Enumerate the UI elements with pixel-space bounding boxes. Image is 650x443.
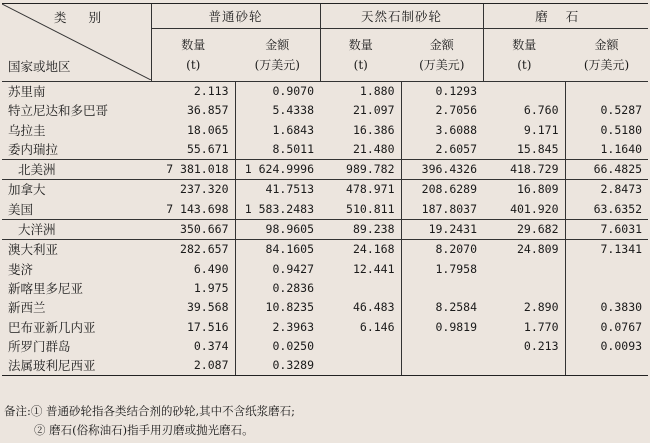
quantity-cell [483,260,565,279]
quantity-cell: 7 381.018 [151,160,235,180]
quantity-cell [483,279,565,298]
table-row [2,279,648,298]
quantity-cell: 9.171 [523,122,559,137]
quantity-cell: 350.667 [151,220,235,240]
table-row [2,140,648,160]
quantity-cell: 7 143.698 [166,201,229,216]
group-header-ordinary-wheel: 普通砂轮 [151,4,320,29]
amount-cell: 0.9427 [235,260,320,279]
quantity-cell: 17.516 [186,319,229,334]
table-row [2,240,648,260]
quantity-cell: 2.890 [523,300,559,315]
quantity-cell: 6.490 [193,261,229,276]
amount-cell: 8.2070 [401,240,483,260]
amount-cell: 41.7513 [235,180,320,200]
amount-cell: 0.0250 [235,337,320,356]
quantity-header [320,29,401,82]
quantity-cell: 36.857 [186,103,229,118]
quantity-unit: (t) [517,58,532,72]
amount-cell: 0.9070 [235,82,320,102]
amount-cell: 10.8235 [235,298,320,317]
quantity-cell: 21.097 [352,103,395,118]
quantity-cell: 2.113 [193,84,229,98]
quantity-unit: (t) [353,58,368,72]
quantity-cell: 55.671 [186,141,229,156]
quantity-cell: 21.480 [352,141,395,156]
row-name: 委内瑞拉 [8,141,59,157]
table-header [2,4,648,82]
quantity-cell: 1.770 [523,319,559,334]
amount-cell: 7.1341 [565,240,648,260]
amount-cell: 7.6031 [565,220,648,240]
row-name: 法属玻利尼西亚 [2,356,151,376]
row-name: 巴布亚新几内亚 [8,319,96,335]
amount-cell [565,82,648,102]
amount-cell: 8.5011 [235,140,320,160]
quantity-header [151,29,235,82]
row-name: 大洋洲 [2,220,151,240]
row-name: 苏里南 [8,84,46,99]
footnote-1: 备注:① 普通砂轮指各类结合剂的砂轮,其中不含纸浆磨石; [4,404,296,418]
amount-cell: 84.1605 [235,240,320,260]
amount-cell: 208.6289 [401,180,483,200]
group-header-whetstone: 磨石 [483,4,648,29]
amount-cell: 0.3830 [565,298,648,317]
amount-cell: 1 624.9996 [235,160,320,180]
quantity-cell [320,356,401,376]
footnote-2: ② 磨石(俗称油石)指手用刃磨或抛光磨石。 [34,423,254,437]
row-name: 乌拉圭 [8,122,46,138]
amount-cell: 2.8473 [565,180,648,200]
quantity-cell: 39.568 [186,300,229,315]
region-row [2,220,648,240]
table-row [2,200,648,220]
row-name: 加拿大 [8,182,46,198]
amount-cell: 1 583.2483 [235,200,320,220]
quantity-label: 数量 [512,38,537,52]
quantity-cell: 1.975 [193,280,229,295]
amount-cell: 0.2836 [235,279,320,298]
amount-cell: 3.6088 [401,121,483,140]
quantity-cell: 16.386 [352,122,395,137]
amount-cell: 19.2431 [401,220,483,240]
quantity-cell [483,356,565,376]
quantity-cell: 0.213 [523,338,559,353]
row-name: 北美洲 [2,160,151,180]
table-body [2,82,648,376]
quantity-cell: 24.168 [352,242,395,257]
amount-cell: 2.7056 [401,101,483,120]
row-name: 美国 [8,201,34,217]
quantity-cell: 89.238 [320,220,401,240]
footnotes [4,402,295,440]
amount-label: 金额 [265,38,290,52]
amount-header [401,29,483,82]
amount-cell: 1.6843 [235,121,320,140]
amount-header [235,29,320,82]
amount-cell [401,356,483,376]
amount-label: 金额 [594,38,619,52]
amount-unit: (万美元) [583,58,630,72]
table-row [2,298,648,317]
quantity-cell: 0.374 [193,338,229,353]
amount-cell [565,260,648,279]
quantity-cell: 46.483 [352,300,395,315]
amount-label: 金额 [429,38,454,52]
group-header-natural-stone-wheel: 天然石制砂轮 [320,4,483,29]
table-row [2,101,648,120]
row-name: 特立尼达和多巴哥 [8,103,109,119]
amount-cell: 5.4338 [235,101,320,120]
quantity-unit: (t) [186,58,201,72]
amount-unit: (万美元) [419,58,465,72]
row-name: 澳大利亚 [8,242,59,258]
amount-cell: 66.4825 [565,160,648,180]
amount-cell: 0.1293 [401,82,483,102]
quantity-cell: 989.782 [320,160,401,180]
quantity-cell: 18.065 [186,122,229,137]
amount-cell: 396.4326 [401,160,483,180]
amount-cell: 98.9605 [235,220,320,240]
amount-cell [565,279,648,298]
table-row [2,356,648,376]
quantity-cell: 478.971 [346,182,395,197]
amount-cell: 1.7958 [401,260,483,279]
trade-table [2,3,648,376]
row-name: 新喀里多尼亚 [8,280,84,296]
quantity-cell: 29.682 [483,220,565,240]
row-name: 所罗门群岛 [8,338,71,354]
quantity-cell: 24.809 [516,242,559,257]
quantity-cell: 418.729 [483,160,565,180]
amount-unit: (万美元) [254,58,300,72]
table-row [2,318,648,337]
quantity-cell: 16.809 [516,182,559,197]
table-row [2,82,648,102]
amount-cell: 8.2584 [401,298,483,317]
amount-cell [401,337,483,356]
amount-cell: 0.5287 [565,101,648,120]
quantity-cell: 1.880 [359,84,395,98]
amount-cell: 0.3289 [235,356,320,376]
quantity-cell: 510.811 [346,201,395,216]
table-row [2,180,648,200]
amount-cell: 0.0767 [565,318,648,337]
amount-cell [401,279,483,298]
amount-cell: 0.9819 [401,318,483,337]
quantity-cell: 12.441 [352,261,395,276]
quantity-cell [320,337,401,356]
quantity-label: 数量 [181,38,206,52]
quantity-header [483,29,565,82]
table-row [2,260,648,279]
amount-cell: 0.5180 [565,121,648,140]
quantity-cell [320,279,401,298]
amount-cell: 187.8037 [401,200,483,220]
row-name: 新西兰 [8,300,46,316]
corner-header [2,4,151,82]
amount-cell: 0.0093 [565,337,648,356]
quantity-cell: 282.657 [180,242,229,257]
quantity-cell: 15.845 [516,141,559,156]
row-name: 斐济 [8,261,34,277]
amount-cell: 63.6352 [565,200,648,220]
quantity-cell: 2.087 [151,356,235,376]
quantity-cell: 401.920 [510,201,559,216]
category-label: 类别 [54,10,124,25]
quantity-cell: 6.146 [359,319,395,334]
amount-header [565,29,648,82]
quantity-cell: 6.760 [523,103,559,118]
amount-cell: 1.1640 [565,140,648,160]
amount-cell: 2.3963 [235,318,320,337]
amount-cell: 2.6057 [401,140,483,160]
table-row [2,337,648,356]
region-row [2,160,648,180]
country-region-label: 国家或地区 [8,59,71,74]
quantity-label: 数量 [348,38,373,52]
table-row [2,121,648,140]
quantity-cell: 237.320 [180,182,229,197]
quantity-cell [483,82,565,102]
amount-cell [565,356,648,376]
